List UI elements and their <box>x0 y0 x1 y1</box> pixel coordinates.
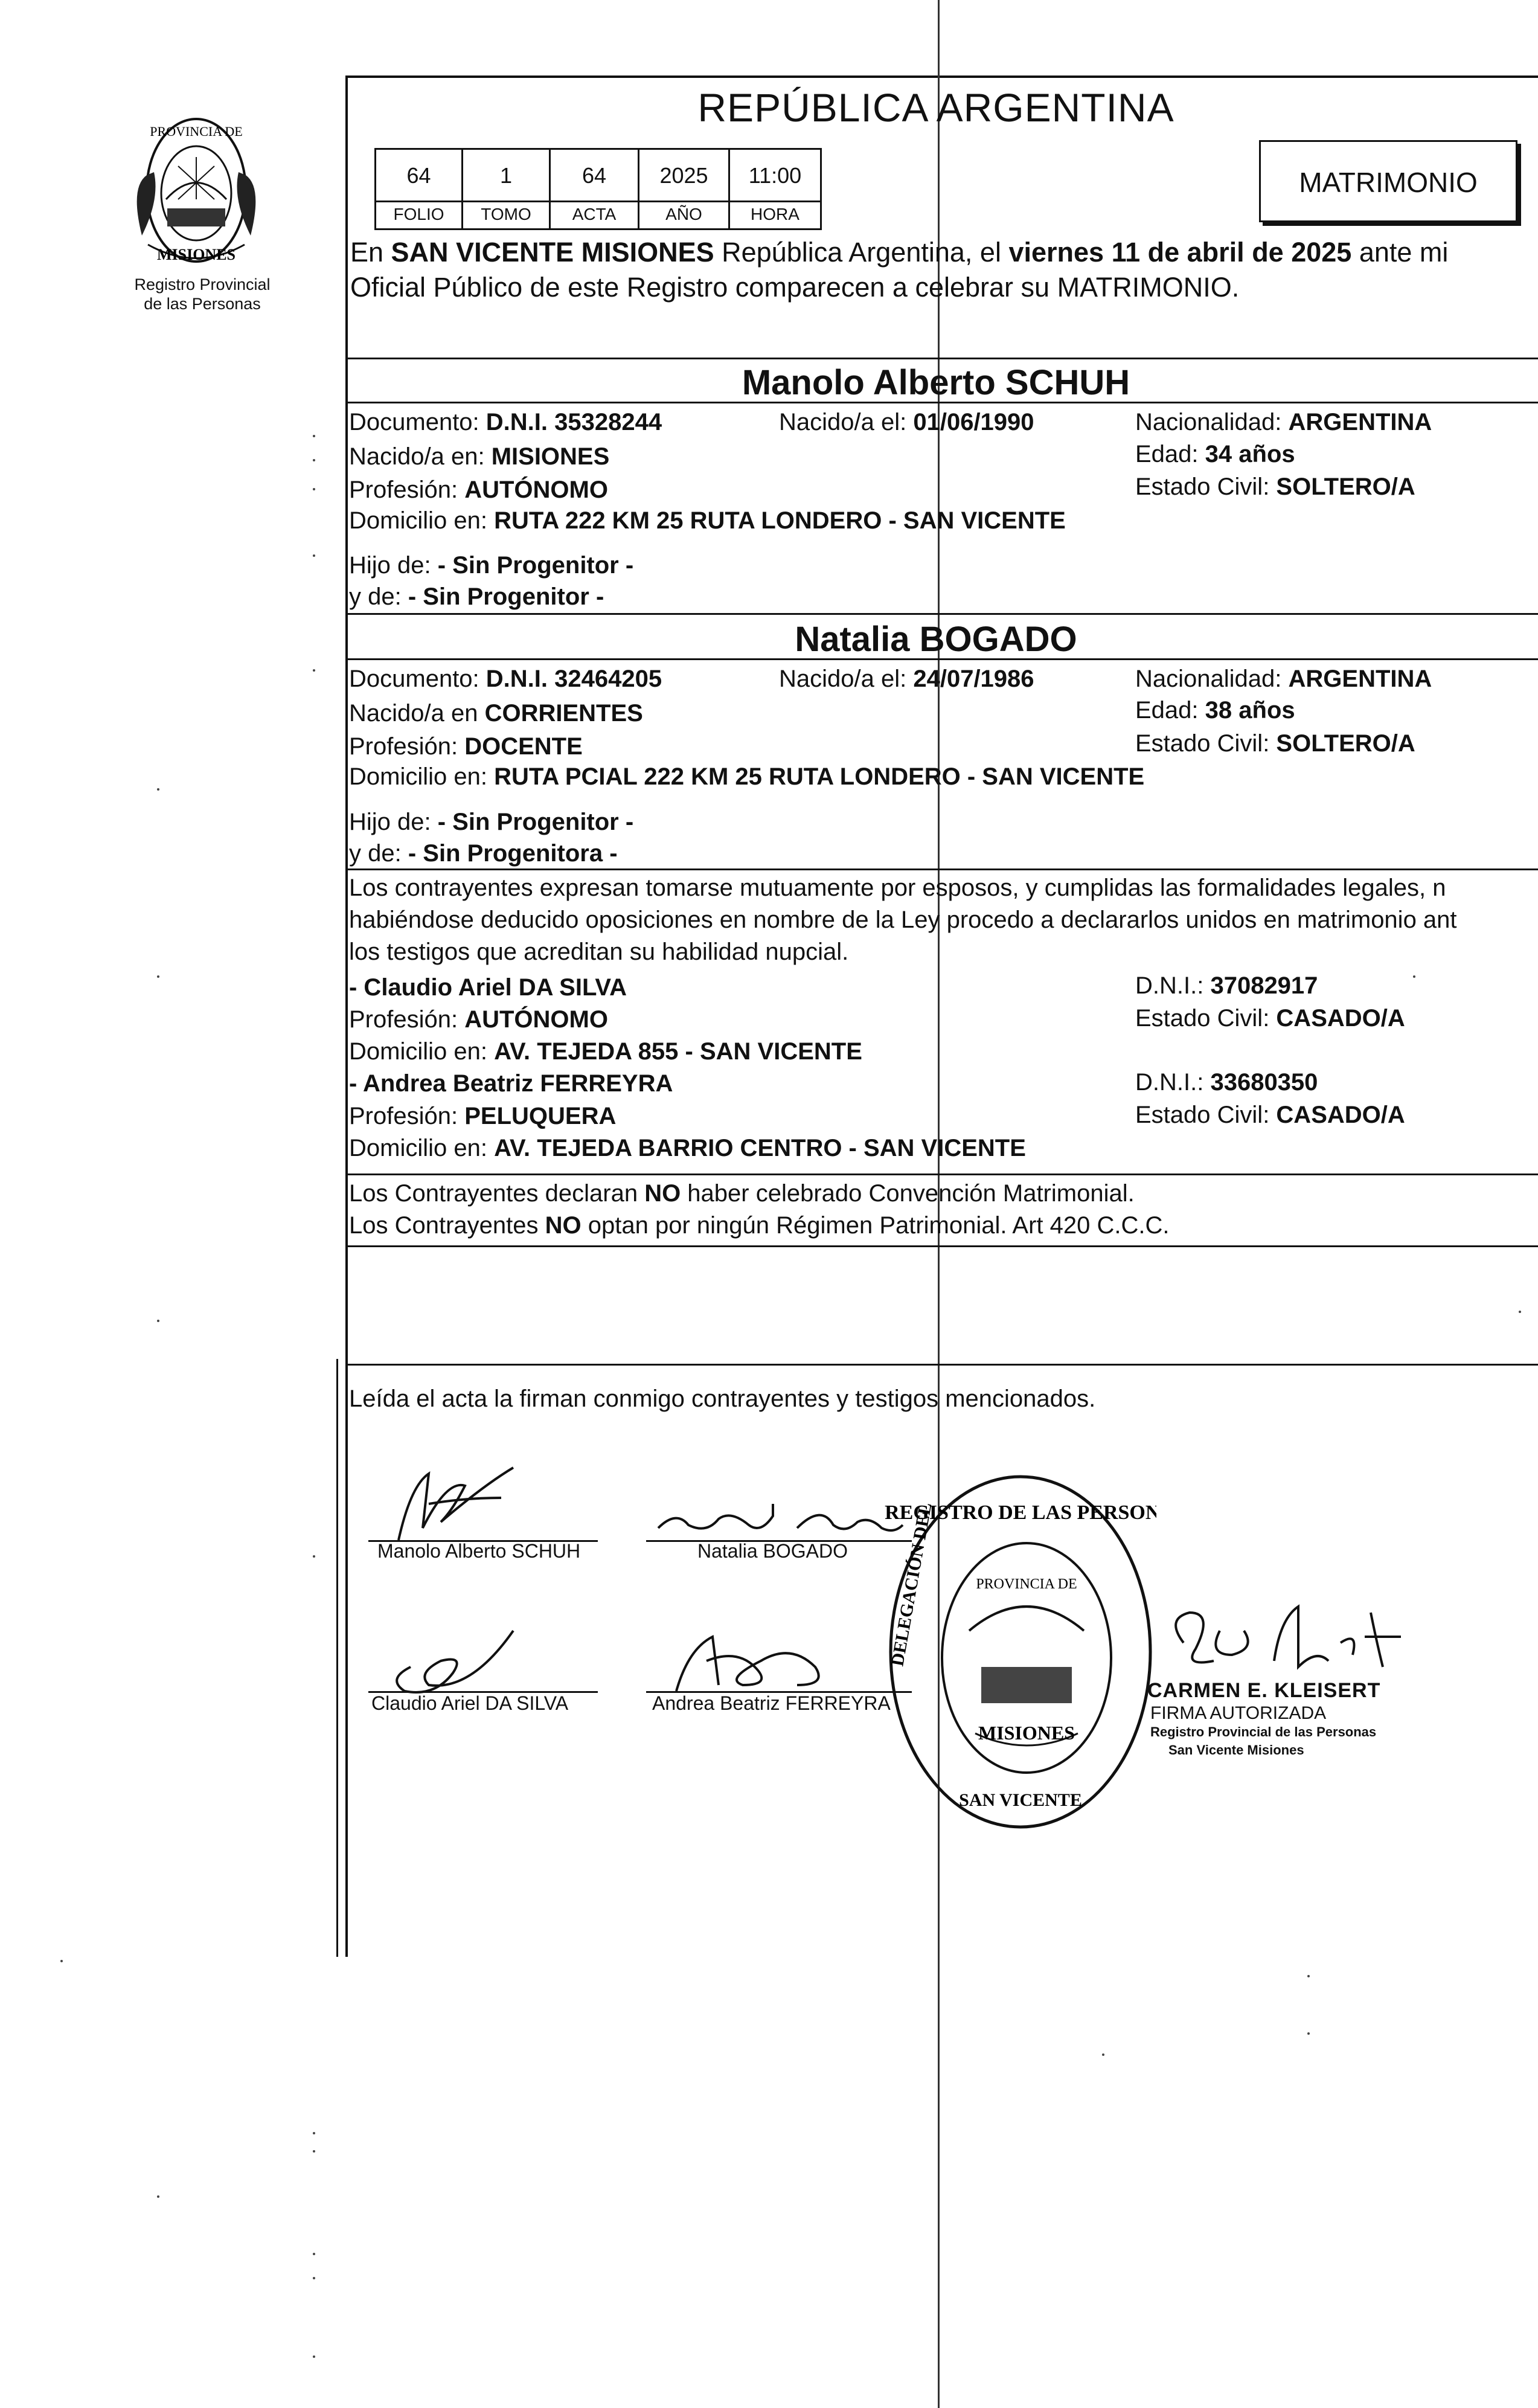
bride-document: Documento: D.N.I. 32464205 <box>349 666 662 692</box>
witness1-profession: Profesión: AUTÓNOMO <box>349 1006 608 1033</box>
witness2-signature <box>652 1625 870 1697</box>
rule-witness-bottom <box>345 1173 1538 1175</box>
groom-profession: Profesión: AUTÓNOMO <box>349 477 608 503</box>
groom-age: Edad: 34 años <box>1135 441 1295 467</box>
witness1-signature <box>362 1619 543 1703</box>
anio-value: 2025 <box>659 163 708 188</box>
groom-name: Manolo Alberto SCHUH <box>742 363 1130 402</box>
folio-value: 64 <box>406 163 431 188</box>
svg-text:MISIONES: MISIONES <box>156 246 236 263</box>
acta-value: 64 <box>582 163 607 188</box>
groom-parent2: y de: - Sin Progenitor - <box>349 583 604 610</box>
witness2-civil-status: Estado Civil: CASADO/A <box>1135 1102 1405 1128</box>
groom-birthplace: Nacido/a en: MISIONES <box>349 443 610 470</box>
acta-label: ACTA <box>572 205 617 223</box>
witness2-profession: Profesión: PELUQUERA <box>349 1103 617 1129</box>
officer-place: San Vicente Misiones <box>1168 1742 1304 1758</box>
intro-line2: Oficial Público de este Registro comparecen a celebrar su MATRIMONIO. <box>350 272 1240 303</box>
bride-birth-date: Nacido/a el: 24/07/1986 <box>779 666 1034 692</box>
bride-civil-status: Estado Civil: SOLTERO/A <box>1135 730 1415 757</box>
groom-civil-status: Estado Civil: SOLTERO/A <box>1135 474 1415 500</box>
bride-birthplace: Nacido/a en CORRIENTES <box>349 700 643 727</box>
hora-value: 11:00 <box>748 163 802 188</box>
logo-caption-line1: Registro Provincial <box>134 275 271 294</box>
witness2-dni: D.N.I.: 33680350 <box>1135 1069 1318 1096</box>
record-type-label: MATRIMONIO <box>1299 167 1478 198</box>
groom-signature <box>362 1462 543 1546</box>
groom-birth-date: Nacido/a el: 01/06/1990 <box>779 409 1034 435</box>
groom-document: Documento: D.N.I. 35328244 <box>349 409 662 435</box>
folio-label: FOLIO <box>393 205 444 223</box>
svg-text:PROVINCIA DE: PROVINCIA DE <box>150 124 243 139</box>
groom-address: Domicilio en: RUTA 222 KM 25 RUTA LONDERO - SAN VICENTE <box>349 507 1066 534</box>
official-seal <box>885 1468 1156 1836</box>
groom-signature-name: Manolo Alberto SCHUH <box>377 1540 581 1562</box>
witness1-dni: D.N.I.: 37082917 <box>1135 972 1318 999</box>
anio-label: AÑO <box>665 205 702 223</box>
officer-signature <box>1159 1594 1437 1685</box>
bride-signature <box>652 1492 906 1546</box>
rule-blank-bottom <box>345 1364 1538 1366</box>
tomo-label: TOMO <box>481 205 531 223</box>
bride-parent2: y de: - Sin Progenitora - <box>349 840 618 867</box>
agreement-convention: Los Contrayentes declaran NO haber celebrado Convención Matrimonial. <box>349 1180 1135 1207</box>
groom-parent1: Hijo de: - Sin Progenitor - <box>349 552 634 579</box>
officer-office: Registro Provincial de las Personas <box>1150 1724 1377 1739</box>
country-title: REPÚBLICA ARGENTINA <box>697 85 1174 130</box>
bride-name: Natalia BOGADO <box>795 620 1077 659</box>
rule-intro-bottom <box>345 358 1538 359</box>
closing-text: Leída el acta la firman conmigo contrayentes y testigos mencionados. <box>349 1385 1096 1412</box>
hora-label: HORA <box>751 205 799 223</box>
bride-parent1: Hijo de: - Sin Progenitor - <box>349 809 634 835</box>
rule-agreements-bottom <box>345 1245 1538 1247</box>
province-logo <box>124 109 269 272</box>
bride-profession: Profesión: DOCENTE <box>349 733 583 760</box>
witness1-name: - Claudio Ariel DA SILVA <box>349 974 627 1001</box>
witness2-address: Domicilio en: AV. TEJEDA BARRIO CENTRO - SAN VICENTE <box>349 1135 1026 1161</box>
record-type-box <box>1259 140 1517 222</box>
svg-text:DELEGACIÓN DEL: DELEGACIÓN DEL <box>887 1501 936 1668</box>
intro-line1: En SAN VICENTE MISIONES República Argentina, el viernes 11 de abril de 2025 ante mi <box>350 237 1449 268</box>
intro-date: viernes 11 de abril de 2025 <box>1008 237 1352 268</box>
officer-title: FIRMA AUTORIZADA <box>1150 1703 1327 1723</box>
tomo-value: 1 <box>499 163 513 188</box>
declaration-line3: los testigos que acreditan su habilidad nupcial. <box>349 939 849 965</box>
witness2-name: - Andrea Beatriz FERREYRA <box>349 1070 673 1097</box>
bride-nationality: Nacionalidad: ARGENTINA <box>1135 666 1432 692</box>
groom-nationality: Nacionalidad: ARGENTINA <box>1135 409 1432 435</box>
bride-address: Domicilio en: RUTA PCIAL 222 KM 25 RUTA LONDERO - SAN VICENTE <box>349 763 1145 790</box>
declaration-line2: habiéndose deducido oposiciones en nombre de la Ley procedo a declararlos unidos en matrimonio ant <box>349 907 1457 933</box>
svg-text:MISIONES: MISIONES <box>978 1722 1075 1744</box>
svg-text:SAN VICENTE: SAN VICENTE <box>959 1790 1082 1810</box>
witness1-signature-name: Claudio Ariel DA SILVA <box>371 1692 569 1714</box>
bride-signature-name: Natalia BOGADO <box>697 1540 848 1562</box>
frame-top-border <box>345 75 1538 78</box>
logo-caption-line2: de las Personas <box>144 295 261 313</box>
witness1-civil-status: Estado Civil: CASADO/A <box>1135 1005 1405 1032</box>
logo-caption <box>112 275 293 313</box>
agreement-regime: Los Contrayentes NO optan por ningún Régimen Patrimonial. Art 420 C.C.C. <box>349 1212 1170 1239</box>
witness2-signature-name: Andrea Beatriz FERREYRA <box>652 1692 891 1714</box>
rule-groom-bottom <box>345 613 1538 615</box>
officer-name: CARMEN E. KLEISERT <box>1147 1679 1381 1702</box>
svg-text:REGISTRO DE LAS PERSONAS: REGISTRO DE LAS PERSONAS <box>885 1501 1156 1524</box>
intro-place: SAN VICENTE MISIONES <box>391 237 714 268</box>
frame-outer-left-border <box>336 1359 338 1957</box>
registry-grid <box>374 148 822 230</box>
svg-text:PROVINCIA DE: PROVINCIA DE <box>976 1576 1077 1592</box>
declaration-line1: Los contrayentes expresan tomarse mutuamente por esposos, y cumplidas las formalidades legales, n <box>349 875 1446 901</box>
bride-age: Edad: 38 años <box>1135 697 1295 724</box>
witness1-address: Domicilio en: AV. TEJEDA 855 - SAN VICENTE <box>349 1038 862 1065</box>
